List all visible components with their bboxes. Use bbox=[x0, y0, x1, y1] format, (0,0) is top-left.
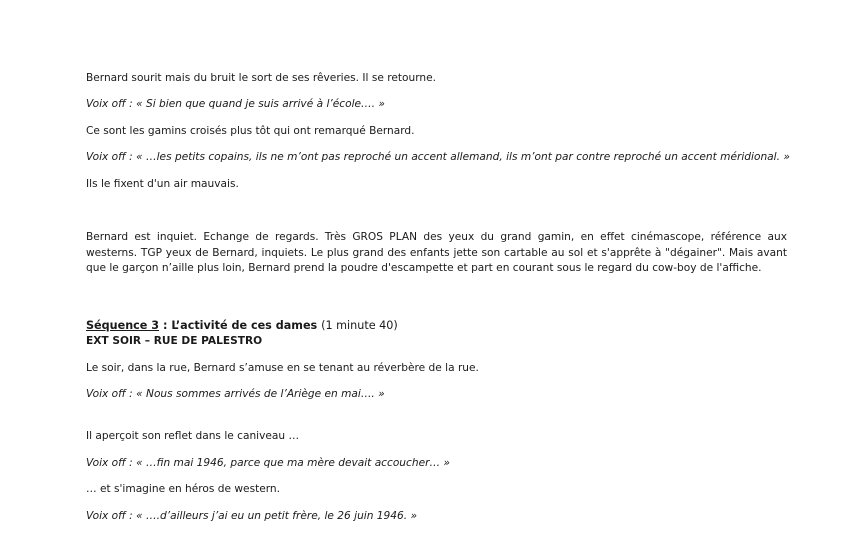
action-paragraph: Bernard est inquiet. Echange de regards. Très GROS PLAN des yeux du grand gamin, en effet cinémascope, référence aux westerns. TGP yeux de Bernard, inquiets. Le plus grand des enfants jette son cartable au sol et s'apprête à "dégainer". Mais avant que le garçon n’aille plus loin, Bernard prend la poudre d'escampette et part en courant sous le regard du cow-boy de l'affiche. bbox=[86, 231, 787, 274]
action-paragraph: … et s'imagine en héros de western. bbox=[86, 483, 281, 495]
action-paragraph: Ce sont les gamins croisés plus tôt qui ont remarqué Bernard. bbox=[86, 125, 415, 137]
sequence-title: L’activité de ces dames bbox=[171, 319, 318, 332]
voice-over-line: Voix off : « Si bien que quand je suis arrivé à l’école…. » bbox=[86, 98, 385, 110]
action-paragraph: Le soir, dans la rue, Bernard s’amuse en se tenant au réverbère de la rue. bbox=[86, 362, 479, 374]
sequence-duration: (1 minute 40) bbox=[321, 319, 398, 332]
sequence-heading bbox=[86, 318, 786, 334]
voice-over-line: Voix off : « Nous sommes arrivés de l’Ariège en mai…. » bbox=[86, 388, 385, 400]
sequence-separator: : bbox=[159, 319, 172, 332]
voice-over-line: Voix off : « …les petits copains, ils ne m’ont pas reproché un accent allemand, ils m’ont par contre reproché un accent méridional. » bbox=[86, 151, 790, 163]
action-paragraph: Ils le fixent d'un air mauvais. bbox=[86, 178, 239, 190]
action-paragraph: Il aperçoit son reflet dans le caniveau … bbox=[86, 430, 300, 442]
sequence-label: Séquence 3 bbox=[86, 319, 160, 332]
scene-location: EXT SOIR – RUE DE PALESTRO bbox=[86, 335, 263, 347]
voice-over-line: Voix off : « …fin mai 1946, parce que ma mère devait accoucher… » bbox=[86, 457, 450, 469]
action-paragraph: Bernard sourit mais du bruit le sort de ses rêveries. Il se retourne. bbox=[86, 72, 436, 84]
voice-over-line: Voix off : « ….d’ailleurs j’ai eu un petit frère, le 26 juin 1946. » bbox=[86, 510, 418, 522]
